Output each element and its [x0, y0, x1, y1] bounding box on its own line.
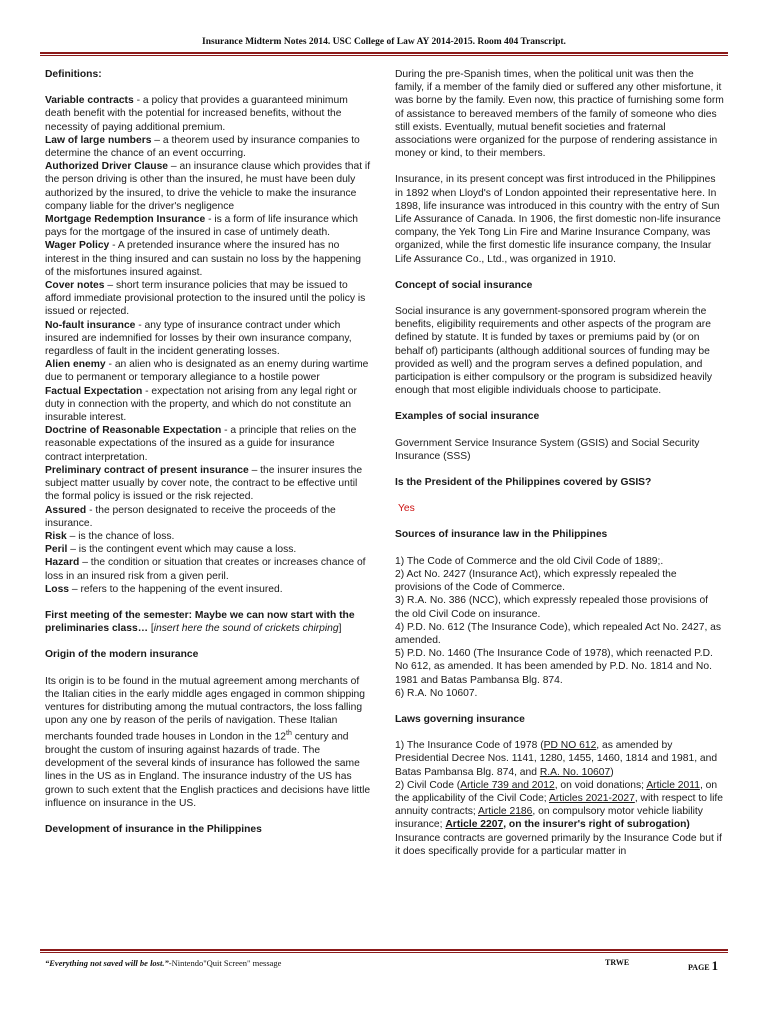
- law-link[interactable]: Articles 2021-2027: [548, 792, 635, 804]
- definition-item: [45, 94, 371, 134]
- definition-item: [45, 213, 371, 239]
- law-link[interactable]: Article 2011: [646, 779, 700, 791]
- law-link[interactable]: Article 2186: [478, 806, 533, 818]
- definition-term: No-fault insurance: [45, 319, 136, 331]
- laws-heading: Laws governing insurance: [395, 713, 525, 725]
- pre-spanish-paragraph: During the pre-Spanish times, when the political unit was then the family, if a member of the family died or suffered any other misfortune, it was borne by the family. Even now, this practice of furnishing some form of assistance to bereaved members of the family of someone who dies still exists. Eventually, mutual benefit societies and fraternal associations were organized for the purpose of rendering assistance in money or kind, to their members.: [395, 69, 724, 160]
- definition-term: Doctrine of Reasonable Expectation: [45, 425, 222, 437]
- definition-item: [45, 504, 371, 530]
- definition-term: Factual Expectation: [45, 385, 143, 397]
- definition-item: [45, 134, 371, 160]
- definition-text: - is a form of life insurance which pays for the mortgage of the insured in case of untimely death.: [45, 214, 358, 239]
- definition-item: [45, 556, 371, 582]
- page-number: PAGE 1: [688, 958, 719, 973]
- definition-text: - a principle that relies on the reasonable expectations of the insured as a guide for insurance contract interpretation.: [45, 425, 357, 463]
- law-link[interactable]: PD NO 612: [543, 740, 597, 752]
- definition-term: Alien enemy: [45, 359, 106, 371]
- first-meeting-note: First meeting of the semester: Maybe we can now start with the preliminaries class… [insert here the sound of crickets chirping]: [45, 609, 355, 635]
- definition-term: Peril: [45, 544, 68, 556]
- concept-heading: Concept of social insurance: [395, 279, 533, 291]
- definition-item: [45, 160, 371, 213]
- definition-item: [45, 464, 371, 504]
- definition-term: Authorized Driver Clause: [45, 161, 169, 173]
- definition-term: Cover notes: [45, 280, 105, 292]
- law-item: 1) The Insurance Code of 1978 (PD NO 612, as amended by Presidential Decree Nos. 1141, 1280, 1455, 1460, 1814 and 1981, and Batas Pambansa Blg. 874, and R.A. No. 10607): [395, 740, 718, 778]
- definition-text: - the person designated to receive the proceeds of the insurance.: [45, 504, 336, 529]
- definition-text: – the insurer insures the subject matter usually by cover note, the contract to be effective until the formal policy is issued or the risk rejected.: [45, 464, 363, 503]
- definition-text: - A pretended insurance where the insured has no interest in the thing insured and can sustain no loss by the happening of the misfortunes insured against.: [45, 240, 361, 278]
- source-item: 4) P.D. No. 612 (The Insurance Code), which repealed Act No. 2427, as amended.: [395, 621, 722, 646]
- origin-heading: Origin of the modern insurance: [45, 649, 199, 661]
- law-link[interactable]: Article 739 and 2012: [460, 779, 555, 791]
- definition-term: Mortgage Redemption Insurance: [45, 214, 206, 226]
- definition-text: – an insurance clause which provides that if the person driving is other than the insured, he must have been duly authorized by the insured, to drive the vehicle to make the insurance company liable for the driver's negligence: [45, 161, 371, 212]
- footer-trwe: TRWE: [605, 958, 630, 967]
- definition-term: Wager Policy: [45, 240, 110, 252]
- definition-item: [45, 583, 371, 596]
- president-answer: Yes: [398, 503, 415, 515]
- definition-item: [45, 279, 371, 319]
- source-item: 2) Act No. 2427 (Insurance Act), which expressly repealed the provisions of the Code of Commerce.: [395, 568, 677, 594]
- present-concept-paragraph: Insurance, in its present concept was first introduced in the Philippines in 1892 when Lloyd's of London appointed their representative here. In 1898, life insurance was introduced in this country with the entry of Sun Life Assurance of Canada. In 1906, the first domestic non-life insurance company, the Yek Tong Lin Fire and Marine Insurance Company, was organized, while the first domestic life insurance company, the Insular Life Assurance Co., Ltd., was organized in 1910.: [395, 174, 721, 265]
- development-heading: Development of insurance in the Philippines: [45, 823, 262, 835]
- definition-text: - expectation not arising from any legal right or duty in connection with the property, and which do not constitute an insurable interest.: [45, 385, 357, 424]
- definition-item: [45, 358, 371, 384]
- footer-quote: “Everything not saved will be lost.”-Nintendo"Quit Screen" message: [45, 958, 282, 968]
- definition-text: – the condition or situation that creates or increases chance of loss in an insured risk from a given peril.: [45, 557, 366, 582]
- concept-paragraph: Social insurance is any government-sponsored program wherein the benefits, eligibility requirements and other aspects of the program are defined by statute. It is funded by taxes or premiums paid by (or on behalf of) participants (although additional sources of funding may be provided as well) and the program serves a defined population, and participation is either compulsory or the program is subsidized heavily enough that most eligible individuals choose to participate.: [395, 306, 713, 397]
- law-item: 2) Civil Code (Article 739 and 2012, on void donations; Article 2011, on the applicability of the Civil Code; Articles 2021-2027, with respect to life annuity contracts; Article 2186, on compulsory motor vehicle liability insurance; Article 2207, on the insurer's right of subrogation): [395, 779, 723, 831]
- definition-item: [45, 319, 371, 359]
- closing-paragraph: Insurance contracts are governed primarily by the Insurance Code but if it does specifically provide for a particular matter in: [395, 832, 722, 857]
- definition-text: – refers to the happening of the event insured.: [69, 583, 283, 595]
- definitions-list: [45, 94, 371, 596]
- sources-list: [395, 555, 725, 700]
- definition-item: [45, 239, 371, 279]
- header-title: Insurance Midterm Notes 2014. USC College of Law AY 2014-2015. Room 404 Transcript.: [202, 37, 566, 47]
- president-question: Is the President of the Philippines covered by GSIS?: [395, 477, 652, 489]
- definition-item: [45, 424, 371, 464]
- definition-term: Loss: [45, 583, 70, 595]
- definition-text: – is the chance of loss.: [66, 530, 175, 542]
- definition-text: - an alien who is designated as an enemy during wartime due to permanent or temporary allegiance to a hostile power: [45, 359, 369, 384]
- source-item: 3) R.A. No. 386 (NCC), which expressly repealed those provisions of the old Civil Code on insurance.: [395, 595, 709, 620]
- examples-paragraph: Government Service Insurance System (GSIS) and Social Security Insurance (SSS): [395, 437, 700, 462]
- footer-rule: [40, 949, 728, 953]
- right-column: [395, 68, 725, 858]
- law-link[interactable]: R.A. No. 10607: [539, 766, 611, 778]
- law-link[interactable]: Article 2207: [445, 819, 504, 831]
- definition-item: [45, 385, 371, 425]
- source-item: 1) The Code of Commerce and the old Civil Code of 1889;.: [395, 555, 664, 567]
- definition-term: Risk: [45, 530, 67, 542]
- definition-item: [45, 543, 371, 556]
- definition-term: Variable contracts: [45, 95, 134, 107]
- definition-text: - a policy that provides a guaranteed minimum death benefit with the potential for increased benefits, without the necessity of paying additional premium.: [45, 95, 348, 133]
- definition-term: Assured: [45, 504, 87, 516]
- definition-term: Law of large numbers: [45, 134, 152, 146]
- definitions-heading: Definitions:: [45, 69, 102, 80]
- definition-term: Hazard: [45, 557, 80, 569]
- examples-heading: Examples of social insurance: [395, 411, 540, 423]
- definition-item: [45, 530, 371, 543]
- sources-heading: Sources of insurance law in the Philippines: [395, 529, 608, 541]
- definition-text: – is the contingent event which may cause a loss.: [67, 544, 297, 556]
- definition-text: – a theorem used by insurance companies to determine the chance of an event occurring.: [45, 134, 360, 160]
- source-item: 5) P.D. No. 1460 (The Insurance Code of 1978), which reenacted P.D. No 612, as amended. It has been amended by P.D. No. 1814 and No. 1981 and Batas Pambansa Blg. 874.: [395, 648, 713, 686]
- left-column: [45, 68, 371, 836]
- definition-text: - any type of insurance contract under which insured are indemnified for losses by their own insurance company, regardless of fault in the incident generating losses.: [45, 319, 352, 358]
- header-rule: [40, 52, 728, 56]
- source-item: 6) R.A. No 10607.: [395, 687, 478, 699]
- definition-term: Preliminary contract of present insurance: [45, 464, 249, 476]
- definition-text: – short term insurance policies that may be issued to afford immediate provisional protection to the insured until the policy is issued or rejected.: [45, 280, 366, 318]
- origin-paragraph: Its origin is to be found in the mutual agreement among merchants of the Italian cities in the early middle ages engaged in common shipping ventures for distributing among the mutual contractors, the loss falling upon any one by reason of the perils of navigation. These Italian merchants founded trade houses in London in the 12th century and brought the custom of insuring against hazards of trade. The development of the several kinds of insurance has followed the same lines in the US as in England. The insurance industry of the US has grown to such extent that the English practices and decisions have little influence on insurance in the US.: [45, 675, 371, 809]
